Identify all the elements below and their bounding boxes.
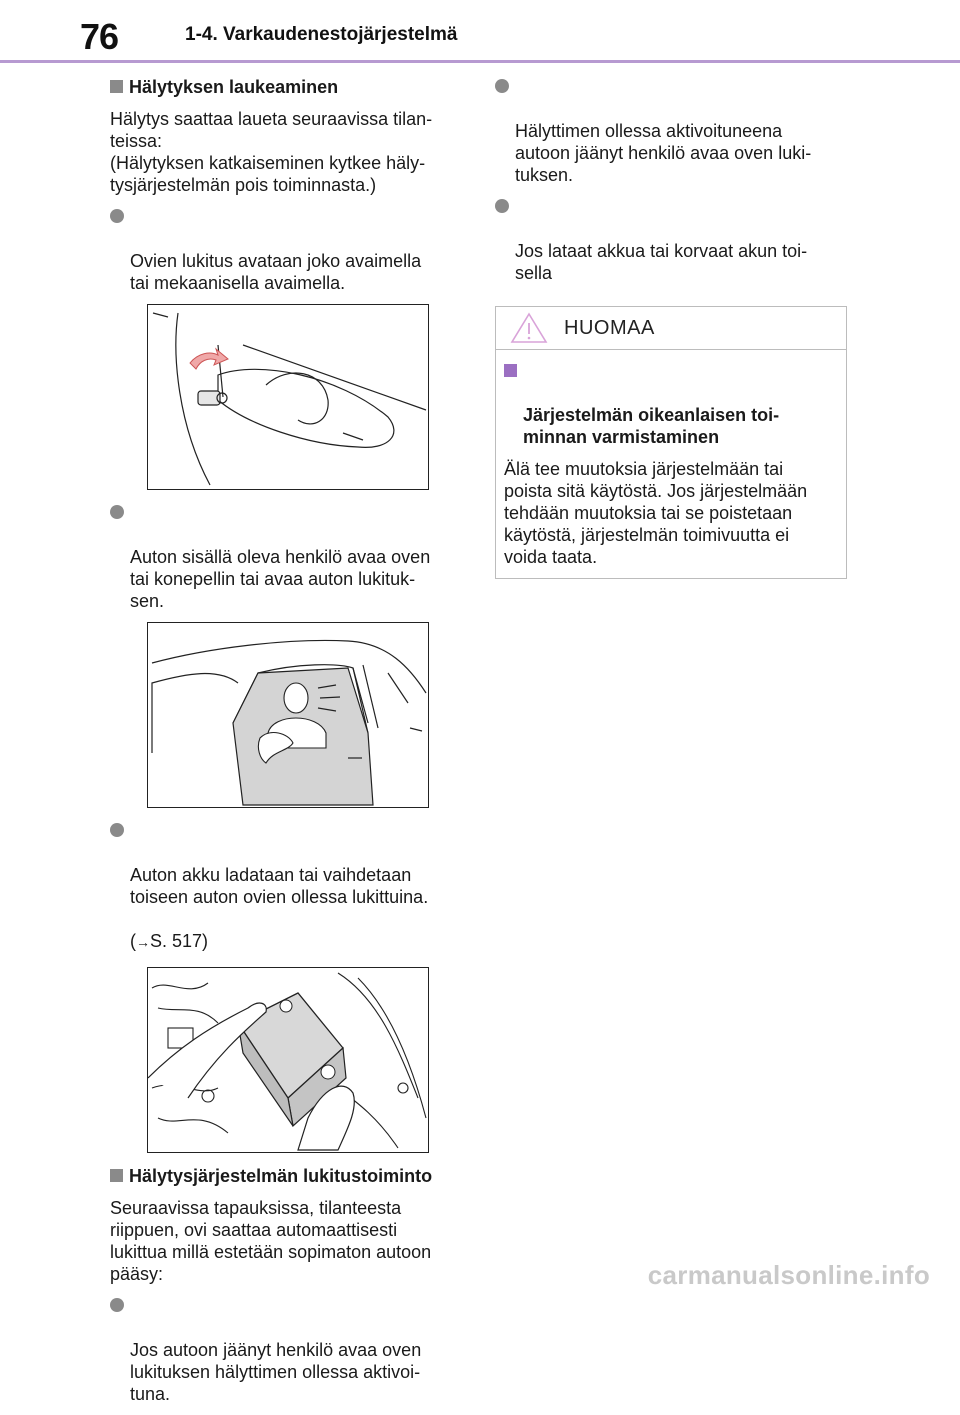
bullet-text: Jos lataat akkua tai korvaat akun toi- sella [515, 241, 808, 283]
bullet-text: Hälyttimen ollessa aktivoituneena autoon jäänyt henkilö avaa oven luki- tuksen. [515, 121, 812, 185]
chapter-title: 1-4. Varkaudenestojärjestelmä [185, 24, 458, 45]
notice-text: Älä tee muutoksia järjestelmään tai poista sitä käytöstä. Jos järjestelmään tehdään muutoksia tai se poistetaan käytöstä, järjestelmän toimivuutta ei voida taata. [504, 459, 808, 567]
notice-body [496, 350, 846, 578]
bullet-dot-icon [110, 505, 124, 519]
notice-heading [504, 360, 838, 448]
bullet-alarm-activated [495, 76, 847, 186]
heading-text: Hälytyksen laukeaminen [129, 77, 339, 97]
heading-square-icon [110, 1169, 123, 1182]
watermark: carmanualsonline.info [647, 1260, 930, 1290]
page-header [0, 0, 960, 62]
heading-square-icon [504, 364, 517, 377]
heading-text: Hälytysjärjestelmän lukitustoiminto [129, 1166, 433, 1186]
header-rule [0, 60, 960, 63]
right-column [495, 76, 847, 579]
bullet-person-inside [110, 502, 465, 612]
page-ref-link[interactable]: S. 517) [150, 931, 209, 951]
battery-hands-illustration [147, 967, 429, 1153]
page-ref-open: ( [130, 931, 136, 951]
bullet-dot-icon [110, 209, 124, 223]
bullet-person-unlocks [110, 1295, 465, 1405]
bullet-dot-icon [110, 823, 124, 837]
notice-box [495, 306, 847, 579]
notice-title: HUOMAA [564, 317, 655, 339]
bullet-text: Jos autoon jäänyt henkilö avaa oven lukituksen hälyttimen ollessa aktivoi- tuna. [130, 1340, 422, 1404]
bullet-charge-battery [495, 196, 847, 284]
car-interior-person-illustration [147, 622, 429, 808]
bullet-battery [110, 820, 465, 953]
notice-header [496, 307, 846, 350]
door-handle-key-illustration [147, 304, 429, 490]
section-heading-alarm [110, 76, 465, 98]
section-heading-lock [110, 1165, 465, 1187]
bullet-text: Ovien lukitus avataan joko avaimella tai mekaanisella avaimella. [130, 251, 422, 293]
warning-triangle-icon [510, 312, 548, 344]
bullet-dot-icon [495, 199, 509, 213]
page-ref-arrow-icon: → [136, 934, 150, 950]
lock-paragraph: Seuraavissa tapauksissa, tilanteesta riippuen, ovi saattaa automaattisesti lukittua millä estetään sopimaton autoon pääsy: [110, 1198, 432, 1284]
bullet-key-unlock [110, 206, 465, 294]
heading-square-icon [110, 80, 123, 93]
bullet-dot-icon [495, 79, 509, 93]
heading-text: Järjestelmän oikeanlaisen toi- minnan varmistaminen [523, 405, 780, 447]
intro-paragraph: Hälytys saattaa laueta seuraavissa tilan- teissa: (Hälytyksen katkaiseminen kytkee häly- tysjärjestelmän pois toiminnasta.) [110, 109, 433, 195]
bullet-dot-icon [110, 1298, 124, 1312]
bullet-text: Auton sisällä oleva henkilö avaa oven tai konepellin tai avaa auton lukituk- sen. [130, 547, 431, 611]
page-number: 76 [80, 16, 119, 57]
left-column [110, 76, 465, 1415]
bullet-text: Auton akku ladataan tai vaihdetaan toiseen auton ovien ollessa lukittuina. [130, 865, 429, 907]
